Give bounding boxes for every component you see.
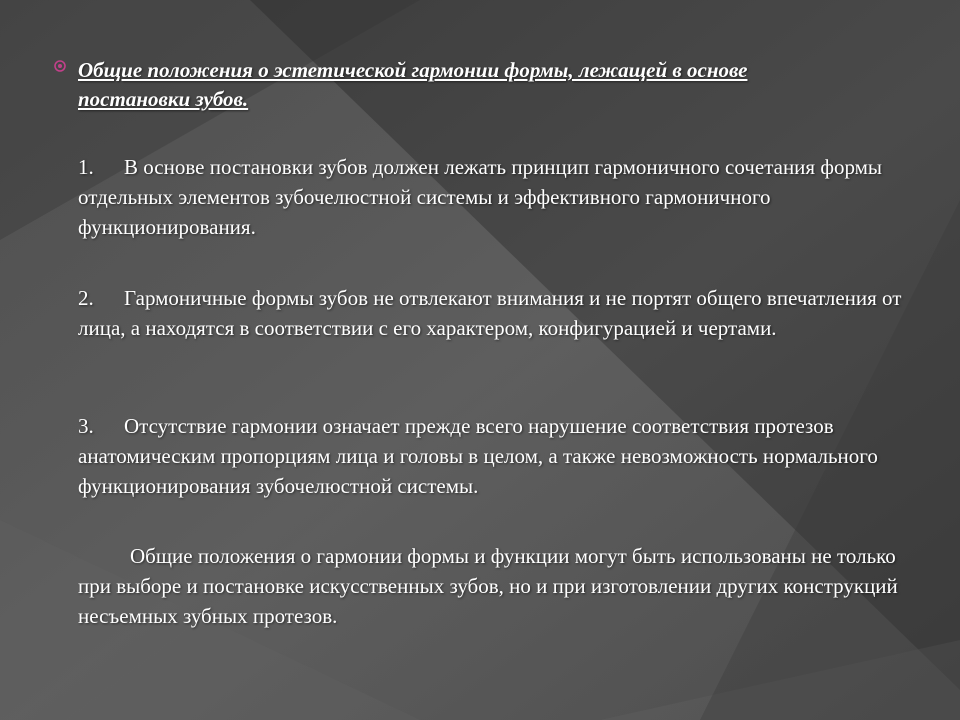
item-text: В основе постановки зубов должен лежать принцип гармоничного сочетания формы отдельных элементов зубочелюстной системы и эффективного гармоничного функционирования. (78, 155, 883, 239)
item-text: Гармоничные формы зубов не отвлекают внимания и не портят общего впечатления от лица, а находятся в соответствии с его характером, конфигурацией и чертами. (78, 286, 902, 340)
slide-heading: Общие положения о эстетической гармонии формы, лежащей в основе постановки зубов. (78, 58, 748, 111)
list-item-3 (78, 411, 918, 501)
list-item-2 (78, 283, 918, 343)
item-text: Отсутствие гармонии означает прежде всего нарушение соответствия протезов анатомическим пропорциям лица и головы в целом, а также невозможность нормального функционирования зубочелюстной системы. (78, 414, 878, 498)
item-number: 3. (78, 414, 94, 438)
item-number: 1. (78, 155, 94, 179)
circle-bullet-icon (54, 60, 66, 72)
list-item-1 (78, 152, 918, 242)
item-number: 2. (78, 286, 94, 310)
closing-paragraph: Общие положения о гармонии формы и функции могут быть использованы не только при выборе и постановке искусственных зубов, но и при изготовлении других конструкций несъемных зубных протезов. (78, 544, 898, 628)
